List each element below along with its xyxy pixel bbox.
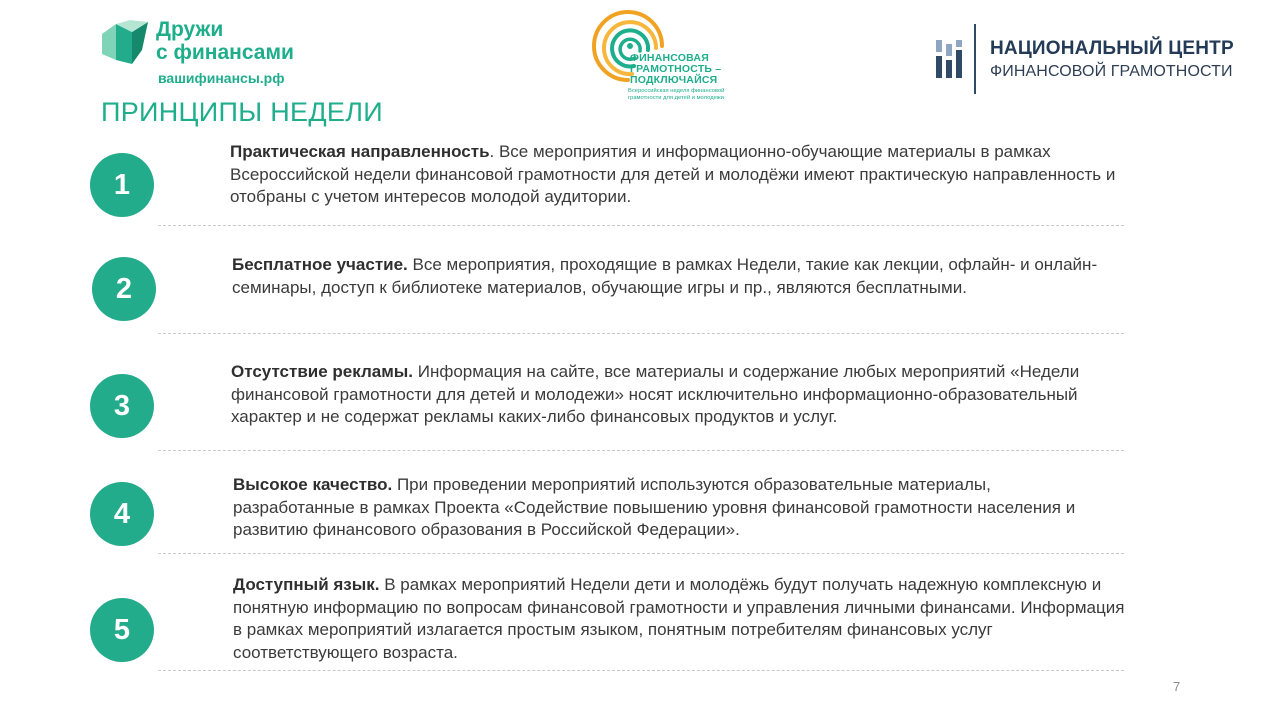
principle-text [232,254,1132,299]
principle-heading: Отсутствие рекламы. [231,362,414,381]
principle-heading: Высокое качество. [233,475,393,494]
logo-site-link[interactable]: вашифинансы.рф [158,70,285,86]
number-badge: 4 [90,482,154,546]
principle-body: Информация на сайте, все материалы и содержание любых мероприятий «Недели финансовой грамотности для детей и молодежи» носят исключительно информационно-образовательный характер и не содержат рекламы каких-либо финансовых продуктов и услуг. [231,362,1080,426]
page-number: 7 [1173,679,1181,694]
number-badge: 5 [90,598,154,662]
logo-brand-text: Дружи с финансами [156,18,294,64]
number-badge: 1 [90,153,154,217]
principle-heading: Доступный язык. [233,575,380,594]
principle-text [231,361,1111,429]
principle-heading: Бесплатное участие. [232,255,408,274]
number-badge: 2 [92,257,156,321]
logo-line2: ГРАМОТНОСТЬ – ПОДКЛЮЧАЙСЯ [630,63,722,86]
principle-body: В рамках мероприятий Недели дети и молодёжь будут получать надежную комплексную и понятную информацию по вопросам финансовой грамотности и управления личными финансами. Информация в рамках мероприятий излагается простым языком, понятным потребителям финансовых услуг соответствующего возраста. [233,575,1125,662]
logo-subtitle-1: Всероссийская неделя финансовой [628,88,725,94]
dashed-divider [158,333,1124,334]
bar-chart-logo-icon [936,40,962,78]
logo-line2: ФИНАНСОВОЙ ГРАМОТНОСТИ [990,63,1233,80]
druzhi-s-finansami-logo [100,18,330,88]
principle-body: При проведении мероприятий используются образовательные материалы, разработанные в рамках Проекта «Содействие повышению уровня финансовой грамотности населения и развитию финансового образования в Российской Федерации». [233,475,1076,539]
logo-line1: ФИНАНСОВАЯ [630,52,709,64]
page-title: ПРИНЦИПЫ НЕДЕЛИ [101,97,383,127]
dashed-divider [158,225,1124,226]
dashed-divider [158,553,1124,554]
dashed-divider [158,450,1124,451]
logo-divider [974,24,976,94]
financial-literacy-week-logo [590,8,750,108]
principle-heading: Практическая направленность [230,142,490,161]
number-badge: 3 [90,374,154,438]
principle-text [233,474,1083,542]
paper-plane-logo-icon [102,20,148,64]
principle-text [233,574,1128,664]
dashed-divider [158,670,1124,671]
logo-subtitle-2: грамотности для детей и молодежи [628,95,724,101]
national-center-logo [934,24,1264,94]
principle-body: Все мероприятия, проходящие в рамках Недели, такие как лекции, офлайн- и онлайн-семинары, доступ к библиотеке материалов, обучающие игры и пр., являются бесплатными. [232,255,1098,297]
principle-text [230,141,1130,209]
principle-body: . Все мероприятия и информационно-обучающие материалы в рамках Всероссийской недели финансовой грамотности для детей и молодёжи имеют практическую направленность и отобраны с учетом интересов молодой аудитории. [230,142,1116,206]
logo-line1: НАЦИОНАЛЬНЫЙ ЦЕНТР [990,38,1234,59]
